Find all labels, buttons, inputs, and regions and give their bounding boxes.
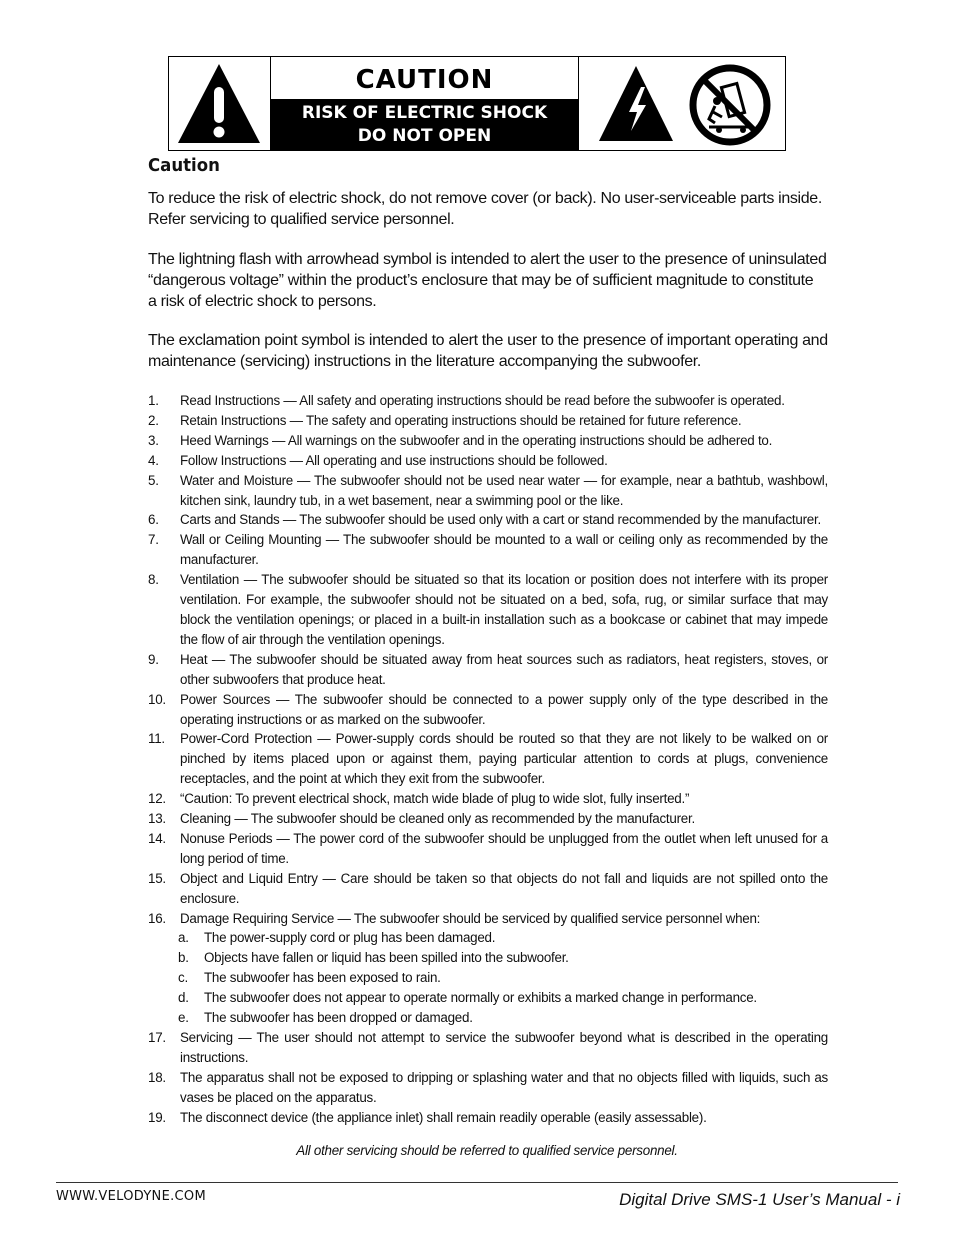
exclamation-triangle-icon [169,57,269,150]
list-item [148,1028,828,1068]
sub-item-text: Objects have fallen or liquid has been spilled into the subwoofer. [204,950,569,966]
sub-item-text: The subwoofer does not appear to operate normally or exhibits a marked change in performance. [204,990,757,1006]
list-item [148,829,828,869]
paragraph-line: maintenance (servicing) instructions in the literature accompanying the subwoofer. [148,353,701,370]
item-text: Power Sources — The subwoofer should be connected to a power supply only of the type described in the operating instructions or as marked on the subwoofer. [180,691,828,727]
item-text: “Caution: To prevent electrical shock, match wide blade of plug to wide slot, fully inserted.” [180,791,690,807]
list-item [148,530,828,570]
item-number: 4. [148,452,159,468]
sub-item-letter: a. [178,930,189,946]
item-number: 11. [148,731,165,747]
list-item [148,909,828,929]
item-number: 12. [148,791,166,807]
item-text: Follow Instructions — All operating and use instructions should be followed. [180,452,608,468]
caution-title: CAUTION [355,65,494,95]
footer-divider [56,1182,898,1183]
paragraph-line: “dangerous voltage” within the product’s enclosure that may be of sufficient magnitude to constitute [148,272,814,289]
item-text: Heat — The subwoofer should be situated away from heat sources such as radiators, heat registers, stoves, or other subwoofers that produce heat. [180,651,828,687]
caution-box-middle-cell [271,57,579,150]
item-text: Wall or Ceiling Mounting — The subwoofer should be mounted to a wall or ceiling only as recommended by the manufacturer. [180,532,828,568]
list-item [148,1108,828,1128]
list-item [148,411,828,431]
footer-manual-title: Digital Drive SMS-1 User’s Manual - i [619,1190,900,1209]
sub-item-letter: e. [178,1010,189,1026]
item-number: 18. [148,1069,166,1085]
paragraph-line: Refer servicing to qualified service personnel. [148,211,455,228]
item-number: 3. [148,432,159,448]
cart-tip-over-icon [685,57,775,150]
sub-list-item [148,988,828,1008]
item-text: Water and Moisture — The subwoofer should not be used near water — for example, near a bathtub, washbowl, kitchen sink, laundry tub, in a wet basement, near a swimming pool or the like. [180,472,828,508]
closing-note: All other servicing should be referred to qualified service personnel. [296,1143,678,1158]
sub-list-item [148,928,828,948]
caution-banner-line-1: RISK OF ELECTRIC SHOCK [301,103,548,123]
list-item [148,869,828,909]
caution-banner-line-2: DO NOT OPEN [357,126,492,146]
item-number: 8. [148,572,159,588]
item-number: 13. [148,811,166,827]
item-text: The disconnect device (the appliance inlet) shall remain readily operable (easily assessable). [180,1109,707,1125]
sub-list-item [148,968,828,988]
sub-list-item [148,1008,828,1028]
item-number: 1. [148,393,159,408]
sub-item-letter: b. [178,950,189,966]
item-number: 7. [148,532,159,548]
sub-item-text: The power-supply cord or plug has been damaged. [204,930,496,946]
caution-banner [271,99,578,151]
item-number: 2. [148,412,159,428]
sub-item-letter: c. [178,970,188,986]
list-item [148,451,828,471]
paragraph-line: The lightning flash with arrowhead symbol is intended to alert the user to the presence of uninsulated [148,251,827,268]
list-item [148,391,828,411]
item-number: 19. [148,1109,166,1125]
item-text: Object and Liquid Entry — Care should be taken so that objects do not fall and liquids are not spilled onto the enclosure. [180,870,828,906]
paragraph-line: a risk of electric shock to persons. [148,293,377,310]
list-item [148,471,828,511]
item-text: Heed Warnings — All warnings on the subwoofer and in the operating instructions should be adhered to. [180,432,773,448]
list-item [148,1068,828,1108]
item-text: Read Instructions — All safety and operating instructions should be read before the subwoofer is operated. [180,393,785,408]
item-number: 16. [148,910,166,926]
list-item [148,690,828,730]
footer-website: WWW.VELODYNE.COM [56,1189,206,1204]
list-item [148,789,828,809]
paragraph-lightning-symbol [148,249,828,312]
item-text: The apparatus shall not be exposed to dripping or splashing water and that no objects filled with liquids, such as vases be placed on the apparatus. [180,1069,828,1105]
lightning-triangle-icon [591,57,681,150]
paragraph-exclamation-symbol [148,330,828,372]
sub-list-item [148,948,828,968]
item-text: Carts and Stands — The subwoofer should be used only with a cart or stand recommended by the manufacturer. [180,512,821,528]
paragraph-line: To reduce the risk of electric shock, do not remove cover (or back). No user-serviceable parts inside. [148,190,822,207]
item-number: 15. [148,870,166,886]
sub-item-letter: d. [178,990,189,1006]
paragraph-line: The exclamation point symbol is intended to alert the user to the presence of important operating and [148,332,828,349]
caution-box-right-cell [579,57,785,150]
paragraph-shock-risk [148,188,828,230]
sub-item-text: The subwoofer has been exposed to rain. [204,970,441,986]
list-item [148,570,828,650]
caution-box [168,56,786,151]
list-item [148,510,828,530]
sub-item-text: The subwoofer has been dropped or damaged. [204,1010,473,1026]
safety-instructions-list [148,391,828,1128]
item-number: 10. [148,691,166,707]
item-text: Cleaning — The subwoofer should be cleaned only as recommended by the manufacturer. [180,811,695,827]
item-text: Damage Requiring Service — The subwoofer should be serviced by qualified service personnel when: [180,910,761,926]
list-item [148,431,828,451]
item-number: 17. [148,1030,166,1045]
list-item [148,729,828,789]
item-text: Nonuse Periods — The power cord of the subwoofer should be unplugged from the outlet when left unused for a long period of time. [180,830,828,866]
item-text: Power-Cord Protection — Power-supply cords should be routed so that they are not likely to be walked on or pinched by items placed upon or against them, paying particular attention to cords at plugs, convenience receptacles, and the point at which they exit from the subwoofer. [180,731,828,787]
item-text: Ventilation — The subwoofer should be situated so that its location or position does not interfere with its proper ventilation. For example, the subwoofer should not be situated on a bed, sofa, rug, or similar surface that may block the ventilation openings; or placed in a built-in installation such as a bookcase or cabinet that may impede the flow of air through the ventilation openings. [180,572,828,647]
item-number: 14. [148,830,166,846]
list-item [148,809,828,829]
item-text: Retain Instructions — The safety and operating instructions should be retained for future reference. [180,412,742,428]
caution-box-left-cell [169,57,271,150]
item-number: 9. [148,651,159,667]
item-number: 6. [148,512,159,528]
item-number: 5. [148,472,159,488]
list-item [148,650,828,690]
item-text: Servicing — The user should not attempt to service the subwoofer beyond what is described in the operating instructions. [180,1030,828,1065]
section-heading: Caution [148,155,220,176]
